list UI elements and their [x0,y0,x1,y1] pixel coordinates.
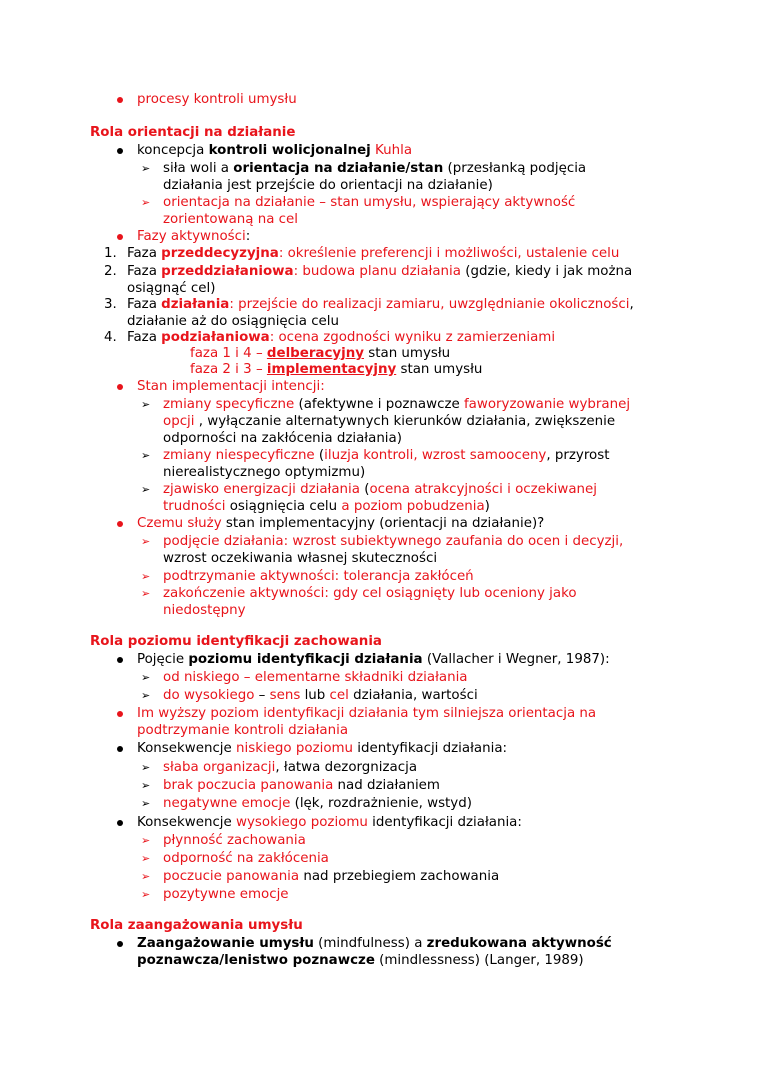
bold-text: poznawcza/lenistwo poznawcze [137,953,375,968]
bullet-item [137,651,610,669]
bold-text: kontroli wolicjonalnej [208,143,371,158]
bullet-dot-icon [117,384,123,390]
text: brak poczucia panowania [163,778,334,793]
text: stan umysłu [364,346,451,361]
text: a poziom pobudzenia [341,499,485,514]
text: faworyzowanie wybranej [463,397,631,412]
text: faza 1 i 4 – [190,346,267,361]
text: (afektywne i poznawcze [294,397,464,412]
text: Kuhla [370,143,413,158]
arrow-item-continuation: wzrost oczekiwania własnej skuteczności [163,551,438,566]
arrow-item [163,795,472,813]
arrow-bullet-icon: ➢ [141,587,151,600]
arrow-item [163,868,499,886]
text: (mindfulness) a [313,936,427,951]
bold-text: orientacja na działanie/stan [233,161,444,176]
text: Czemu służy [137,516,222,531]
text: ( [359,482,370,497]
text: Faza [127,330,162,345]
text: niskiego poziomu [236,741,354,756]
text: zmiany niespecyficzne [163,448,315,463]
bullet-dot-icon [117,941,123,947]
arrow-item: pozytywne emocje [163,887,289,902]
arrow-item: orientacja na działanie – stan umysłu, wspierający aktywność [163,195,576,210]
text: (przesłanką podjęcia [443,161,587,176]
text: , [629,297,634,312]
text: iluzja kontroli, wzrost samooceny [324,448,547,463]
text: stan implementacyjny (orientacji na działanie)? [221,516,545,531]
text: , wyłączanie alternatywnych kierunków działania, zwiększenie [194,414,616,429]
arrow-item [163,759,417,777]
arrow-bullet-icon: ➢ [141,779,151,792]
list-number: 3. [104,297,117,312]
text: nad działaniem [333,778,440,793]
bullet-dot-icon [117,234,123,240]
text: , łatwa dezorgnizacja [275,760,418,775]
bullet-item-continuation [137,952,584,970]
bold-text: przeddecyzyjna [161,246,279,261]
text: identyfikacji działania: [367,815,522,830]
arrow-bullet-icon: ➢ [141,870,151,883]
text: elementarne składniki działania [254,670,468,685]
arrow-item-continuation [163,498,490,516]
text: : [245,229,251,244]
bold-text: poziomu identyfikacji działania [188,652,423,667]
text: ocena atrakcyjności i oczekiwanej [369,482,597,497]
bullet-item [137,228,250,246]
bullet-item [137,935,612,953]
arrow-bullet-icon: ➢ [141,834,151,847]
text: lub [300,688,330,703]
text: poczucie panowania [163,869,300,884]
text: od niskiego [163,670,240,685]
list-number: 4. [104,330,117,345]
numbered-item [127,296,634,314]
text: identyfikacji działania: [353,741,508,756]
text: wysokiego poziomu [236,815,368,830]
numbered-item [127,263,632,281]
text: ( [314,448,325,463]
arrow-bullet-icon: ➢ [141,535,151,548]
arrow-bullet-icon: ➢ [141,398,151,411]
bullet-dot-icon [117,97,123,103]
text: nad przebiegiem zachowania [299,869,500,884]
bold-text: działania [161,297,230,312]
arrow-item: podjęcie działania: wzrost subiektywnego zaufania do ocen i decyzji, [163,534,624,549]
numbered-item [127,245,619,263]
arrow-bullet-icon: ➢ [141,483,151,496]
bullet-dot-icon [117,820,123,826]
text: negatywne emocje [163,796,291,811]
text: siła woli a [163,161,234,176]
arrow-item-continuation: działania jest przejście do orientacji na działanie) [163,178,493,193]
text: Faza [127,297,162,312]
bold-text: zredukowana aktywność [426,936,612,951]
text: słaba organizacji [163,760,276,775]
arrow-item [163,160,586,178]
arrow-item: odporność na zakłócenia [163,851,329,866]
arrow-bullet-icon: ➢ [141,689,151,702]
bold-text: Zaangażowanie umysłu [137,936,314,951]
arrow-bullet-icon: ➢ [141,761,151,774]
arrow-item-continuation [163,413,615,431]
arrow-bullet-icon: ➢ [141,671,151,684]
text: – [239,670,255,685]
arrow-item: płynność zachowania [163,833,306,848]
text: : określenie preferencji i możliwości, ustalenie celu [278,246,620,261]
underlined-bold-text: delberacyjny [266,346,364,361]
arrow-item [163,669,468,687]
bullet-dot-icon [117,746,123,752]
text: opcji [163,414,195,429]
text: : ocena zgodności wyniku z zamierzeniami [269,330,556,345]
arrow-item: zakończenie aktywności: gdy cel osiągnięty lub oceniony jako [163,586,577,601]
text: koncepcja [137,143,209,158]
bullet-item-continuation: podtrzymanie kontroli działania [137,723,349,738]
arrow-item [163,687,478,705]
text: Faza [127,246,162,261]
text: zmiany specyficzne [163,397,295,412]
numbered-item-continuation: osiągnąć cel) [127,281,216,296]
bullet-item [137,515,544,533]
text: (mindlessness) (Langer, 1989) [374,953,584,968]
bold-text: podziałaniowa [161,330,270,345]
bullet-dot-icon [117,711,123,717]
text: Pojęcie [137,652,189,667]
arrow-bullet-icon: ➢ [141,797,151,810]
arrow-bullet-icon: ➢ [141,449,151,462]
text: : budowa planu działania [293,264,461,279]
numbered-item-continuation: działanie aż do osiągnięcia celu [127,314,340,329]
text: (Vallacher i Wegner, 1987): [422,652,610,667]
section-heading: Rola zaangażowania umysłu [90,918,303,933]
arrow-item-continuation: niedostępny [163,603,246,618]
arrow-item [163,447,609,465]
bullet-dot-icon [117,657,123,663]
text: ) [484,499,490,514]
text: Konsekwencje [137,741,237,756]
arrow-item-continuation: nierealistycznego optymizmu) [163,465,366,480]
bullet-item [137,142,412,160]
bullet-dot-icon [117,148,123,154]
arrow-bullet-icon: ➢ [141,888,151,901]
list-number: 2. [104,264,117,279]
bullet-item: Im wyższy poziom identyfikacji działania tym silniejsza orientacja na [137,706,597,721]
text: Faza [127,264,162,279]
bullet-dot-icon [117,521,123,527]
text: stan umysłu [396,362,483,377]
section-heading: Rola orientacji na działanie [90,125,296,140]
arrow-bullet-icon: ➢ [141,570,151,583]
bullet-item [137,814,522,832]
arrow-item [163,481,597,499]
text: osiągnięcia celu [225,499,342,514]
list-number: 1. [104,246,117,261]
text: : przejście do realizacji zamiaru, uwzględnianie okoliczności [229,297,630,312]
bold-text: przeddziałaniowa [161,264,294,279]
arrow-item [163,777,440,795]
phase-note [190,361,482,379]
text: trudności [163,499,226,514]
arrow-item-continuation: odporności na zakłócenia działania) [163,431,402,446]
bullet-item [137,740,507,758]
text: sens [269,688,301,703]
bullet-item: procesy kontroli umysłu [137,92,297,107]
text: działania, wartości [348,688,478,703]
text: cel [329,688,349,703]
text: Konsekwencje [137,815,237,830]
text: zjawisko energizacji działania [163,482,360,497]
text: faza 2 i 3 – [190,362,267,377]
arrow-item [163,396,630,414]
text: (gdzie, kiedy i jak można [460,264,633,279]
arrow-bullet-icon: ➢ [141,852,151,865]
text: , przyrost [546,448,610,463]
section-heading: Rola poziomu identyfikacji zachowania [90,634,382,649]
underlined-bold-text: implementacyjny [266,362,397,377]
text: Fazy aktywności [137,229,246,244]
arrow-bullet-icon: ➢ [141,196,151,209]
bullet-item: Stan implementacji intencji: [137,379,325,394]
arrow-item: podtrzymanie aktywności: tolerancja zakłóceń [163,569,474,584]
arrow-item-continuation: zorientowaną na cel [163,212,298,227]
arrow-bullet-icon: ➢ [141,162,151,175]
text: do wysokiego [163,688,255,703]
text: (lęk, rozdrażnienie, wstyd) [290,796,472,811]
text: – [254,688,270,703]
